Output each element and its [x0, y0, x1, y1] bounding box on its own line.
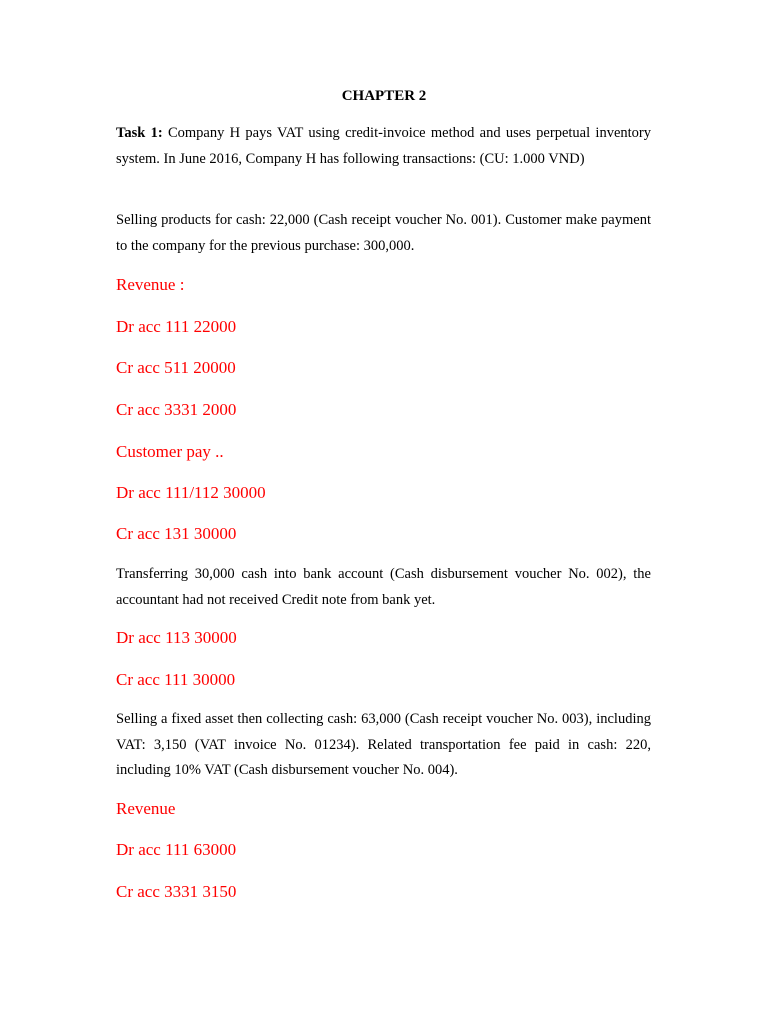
answer-line: Dr acc 111/112 30000 — [116, 483, 266, 502]
answer-line: Dr acc 113 30000 — [116, 628, 237, 647]
transaction-1-text: Selling products for cash: 22,000 (Cash receipt voucher No. 001). Customer make payment to the company for the previous purchase: 300,000. — [116, 212, 651, 254]
chapter-title: CHAPTER 2 — [341, 88, 427, 104]
answer-line: Cr acc 3331 2000 — [116, 400, 237, 419]
answer-line: Revenue : — [116, 275, 185, 294]
task1-paragraph — [116, 121, 651, 172]
answer-line: Cr acc 111 30000 — [116, 670, 236, 689]
answer-line: Cr acc 131 30000 — [116, 524, 237, 543]
task1-label: Task 1: — [116, 125, 163, 141]
answer-line: Dr acc 111 63000 — [116, 840, 237, 859]
answer-line: Revenue — [116, 799, 176, 818]
answer-line: Cr acc 511 20000 — [116, 358, 236, 377]
answer-line: Cr acc 3331 3150 — [116, 882, 237, 901]
task1-text: Company H pays VAT using credit-invoice method and uses perpetual inventory system. In June 2016, Company H has following transactions: (CU: 1.000 VND) — [116, 125, 651, 167]
transaction-3-text: Selling a fixed asset then collecting cash: 63,000 (Cash receipt voucher No. 003), including VAT: 3,150 (VAT invoice No. 01234). Related transportation fee paid in cash: 220, including 10% VAT (Cash disbursement voucher No. 004). — [116, 711, 651, 778]
answer-line: Dr acc 111 22000 — [116, 317, 237, 336]
answer-line: Customer pay .. — [116, 442, 224, 461]
transaction-2-text: Transferring 30,000 cash into bank account (Cash disbursement voucher No. 002), the accountant had not received Credit note from bank yet. — [116, 566, 651, 608]
